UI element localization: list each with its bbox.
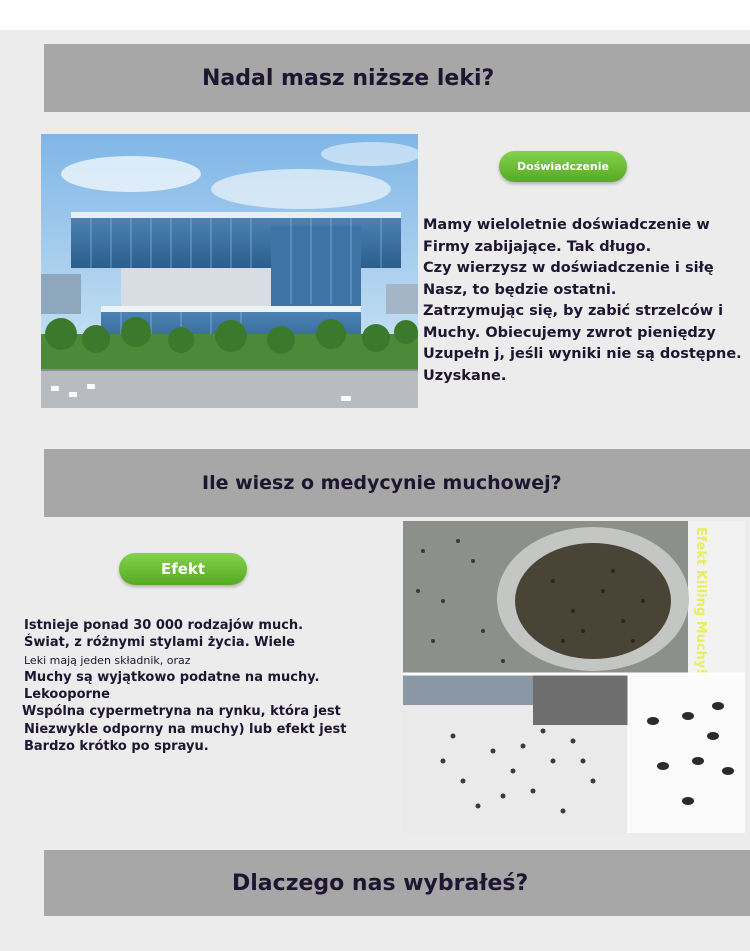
paragraph-line: Czy wierzysz w doświadczenie i siłę bbox=[423, 260, 714, 276]
paragraph-line: Muchy są wyjątkowo podatne na muchy. bbox=[24, 669, 320, 685]
experience-paragraph bbox=[423, 215, 742, 387]
paragraph-line: Lekooporne bbox=[24, 687, 110, 703]
paragraph-line: Bardzo krótko po sprayu. bbox=[24, 739, 209, 755]
badge-label: Efekt bbox=[160, 560, 206, 578]
paragraph-line: Uzyskane. bbox=[423, 367, 507, 384]
badge-label: Doświadczenie bbox=[517, 160, 609, 173]
section-banner-lower-prices bbox=[44, 44, 750, 112]
effect-badge bbox=[119, 553, 247, 585]
paragraph-line: Muchy. Obiecujemy zwrot pieniędzy bbox=[423, 324, 716, 341]
paragraph-line: Niezwykle odporny na muchy) lub efekt jest bbox=[24, 721, 347, 737]
section-banner-fly-medicine bbox=[44, 449, 750, 517]
section-heading: Ile wiesz o medycynie muchowej? bbox=[202, 472, 562, 494]
paragraph-line: Firmy zabijające. Tak długo. bbox=[423, 238, 652, 255]
paragraph-line: Istnieje ponad 30 000 rodzajów much. bbox=[24, 618, 304, 633]
experience-badge bbox=[499, 151, 627, 182]
section-banner-why-us bbox=[44, 850, 750, 916]
dead-flies-photo-collage bbox=[403, 521, 745, 833]
section-heading: Nadal masz niższe leki? bbox=[202, 65, 495, 91]
company-building-photo bbox=[41, 134, 418, 408]
paragraph-line: Leki mają jeden składnik, oraz bbox=[24, 653, 191, 667]
effect-paragraph bbox=[24, 617, 347, 755]
paragraph-line: Mamy wieloletnie doświadczenie w bbox=[423, 217, 710, 233]
paragraph-line: Zatrzymując się, by zabić strzelców i bbox=[423, 303, 724, 319]
section-heading: Dlaczego nas wybrałeś? bbox=[232, 870, 529, 896]
paragraph-line: Uzupełn j, jeśli wyniki nie są dostępne. bbox=[423, 346, 742, 362]
paragraph-line: Świat, z różnymi stylami życia. Wiele bbox=[24, 635, 296, 651]
paragraph-line: Nasz, to będzie ostatni. bbox=[423, 281, 617, 298]
paragraph-line: Wspólna cypermetryna na rynku, która jest bbox=[22, 704, 341, 720]
photo-caption: Efekt Killing Muchy! bbox=[693, 527, 708, 675]
